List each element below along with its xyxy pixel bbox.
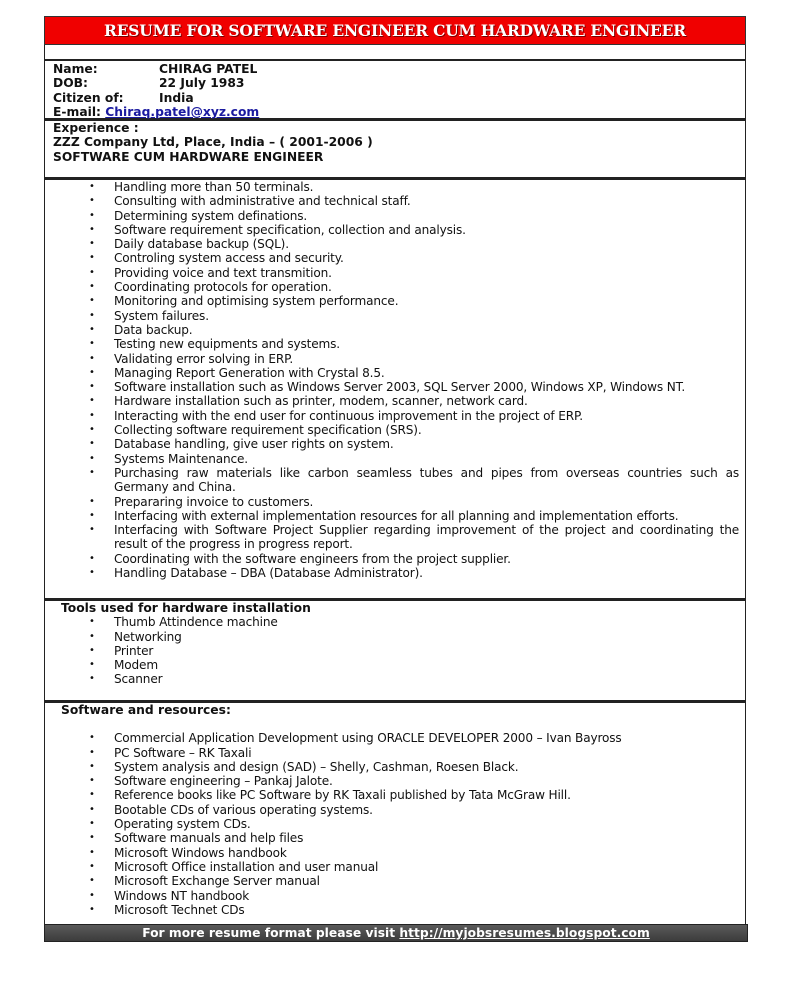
list-item — [45, 309, 745, 323]
list-item-text: Interacting with the end user for continuous improvement in the project of ERP. — [114, 408, 583, 423]
bullet-icon: • — [89, 903, 95, 915]
list-item-text: Modem — [114, 658, 158, 673]
bullet-icon: • — [89, 789, 95, 801]
duties-section — [44, 178, 746, 599]
spacer — [45, 717, 745, 731]
list-item — [45, 466, 745, 495]
bullet-icon: • — [89, 746, 95, 758]
list-item — [45, 323, 745, 337]
list-item — [45, 251, 745, 265]
software-heading: Software and resources: — [61, 703, 231, 717]
spacer-row — [44, 45, 746, 59]
list-item-text: System failures. — [114, 308, 209, 323]
list-item — [45, 566, 745, 580]
list-item-text: Windows NT handbook — [114, 888, 250, 903]
list-item — [45, 523, 745, 552]
list-item — [45, 452, 745, 466]
tools-heading: Tools used for hardware installation — [61, 601, 311, 615]
list-item-text: Printer — [114, 643, 154, 658]
bullet-icon: • — [89, 616, 95, 628]
list-item — [45, 294, 745, 308]
list-item — [45, 366, 745, 380]
bullet-icon: • — [89, 673, 95, 685]
list-item-text: Microsoft Office installation and user manual — [114, 859, 379, 874]
footer-bar — [44, 924, 748, 942]
list-item — [45, 394, 745, 408]
list-item — [45, 889, 745, 903]
bullet-icon: • — [89, 223, 95, 235]
bullet-icon: • — [89, 238, 95, 250]
list-item-text: Scanner — [114, 672, 163, 687]
list-item — [45, 337, 745, 351]
bullet-icon: • — [89, 209, 95, 221]
list-item — [45, 672, 745, 686]
dob-value: 22 July 1983 — [159, 76, 245, 91]
list-item — [45, 409, 745, 423]
list-item — [45, 817, 745, 831]
list-item-text: Reference books like PC Software by RK Taxali published by Tata McGraw Hill. — [114, 788, 571, 803]
bullet-icon: • — [89, 409, 95, 421]
list-item-text: Handling more than 50 terminals. — [114, 180, 314, 194]
resume-document — [44, 16, 746, 930]
list-item-text: Daily database backup (SQL). — [114, 237, 289, 252]
list-item — [45, 423, 745, 437]
list-item-text: Prepararing invoice to customers. — [114, 494, 314, 509]
list-item-text: Database handling, give user rights on system. — [114, 437, 394, 452]
list-item — [45, 194, 745, 208]
role-title: SOFTWARE CUM HARDWARE ENGINEER — [53, 149, 324, 164]
experience-section — [44, 119, 746, 178]
bullet-icon: • — [89, 567, 95, 579]
name-value: CHIRAG PATEL — [159, 62, 258, 76]
list-item-text: Interfacing with external implementation resources for all planning and implementation efforts. — [114, 508, 679, 523]
bullet-icon: • — [89, 524, 95, 536]
bullet-icon: • — [89, 889, 95, 901]
list-item — [45, 495, 745, 509]
citizen-label: Citizen of: — [53, 90, 124, 105]
list-item — [45, 630, 745, 644]
bullet-icon: • — [89, 395, 95, 407]
bullet-icon: • — [89, 366, 95, 378]
list-item — [45, 831, 745, 845]
list-item-text: Hardware installation such as printer, modem, scanner, network card. — [114, 394, 528, 409]
bullet-icon: • — [89, 732, 95, 744]
list-item-text: Thumb Attindence machine — [114, 615, 278, 630]
footer-text — [142, 926, 650, 940]
list-item — [45, 803, 745, 817]
bullet-icon: • — [89, 495, 95, 507]
list-item-text: Microsoft Technet CDs — [114, 902, 245, 917]
list-item-text: Interfacing with Software Project Supplier regarding improvement of the project and coordinating the result of the progress in progress report. — [114, 523, 739, 552]
list-item — [45, 209, 745, 223]
bullet-icon: • — [89, 338, 95, 350]
list-item — [45, 380, 745, 394]
duties-list — [45, 180, 745, 580]
list-item — [45, 903, 745, 917]
list-item-text: Systems Maintenance. — [114, 451, 248, 466]
bullet-icon: • — [89, 438, 95, 450]
list-item-text: Consulting with administrative and technical staff. — [114, 194, 411, 209]
bullet-icon: • — [89, 760, 95, 772]
list-item — [45, 846, 745, 860]
dob-row — [53, 76, 745, 90]
bullet-icon: • — [89, 281, 95, 293]
bullet-icon: • — [89, 818, 95, 830]
bullet-icon: • — [89, 352, 95, 364]
bullet-icon: • — [89, 195, 95, 207]
list-item-text: Software manuals and help files — [114, 831, 304, 846]
software-list — [45, 731, 745, 917]
name-row — [53, 62, 745, 76]
bullet-icon: • — [89, 846, 95, 858]
footer-link[interactable]: http://myjobsresumes.blogspot.com — [399, 926, 650, 940]
experience-heading: Experience : — [53, 121, 139, 135]
list-item-text: Coordinating with the software engineers from the project supplier. — [114, 551, 511, 566]
list-item-text: Data backup. — [114, 322, 193, 337]
list-item — [45, 237, 745, 251]
name-label: Name: — [53, 62, 98, 76]
dob-label: DOB: — [53, 76, 88, 91]
list-item — [45, 180, 745, 194]
list-item-text: Purchasing raw materials like carbon seamless tubes and pipes from overseas countries such as Germany and China. — [114, 465, 739, 495]
bullet-icon: • — [89, 466, 95, 478]
bullet-icon: • — [89, 803, 95, 815]
list-item — [45, 552, 745, 566]
bullet-icon: • — [89, 452, 95, 464]
list-item — [45, 280, 745, 294]
bullet-icon: • — [89, 552, 95, 564]
list-item-text: Managing Report Generation with Crystal 8.5. — [114, 365, 385, 380]
citizen-row — [53, 91, 745, 105]
list-item-text: Microsoft Exchange Server manual — [114, 874, 320, 889]
list-item-text: Validating error solving in ERP. — [114, 351, 294, 366]
resume-title: RESUME FOR SOFTWARE ENGINEER CUM HARDWARE ENGINEER — [104, 21, 686, 40]
list-item — [45, 509, 745, 523]
list-item-text: Collecting software requirement specification (SRS). — [114, 423, 422, 438]
list-item-text: Operating system CDs. — [114, 817, 251, 832]
list-item — [45, 774, 745, 788]
tools-list — [45, 615, 745, 686]
personal-details-section — [44, 59, 746, 119]
bullet-icon: • — [89, 323, 95, 335]
list-item-text: Coordinating protocols for operation. — [114, 280, 332, 295]
list-item — [45, 352, 745, 366]
list-item-text: Handling Database – DBA (Database Administrator). — [114, 566, 423, 581]
list-item — [45, 223, 745, 237]
bullet-icon: • — [89, 875, 95, 887]
list-item-text: Software installation such as Windows Server 2003, SQL Server 2000, Windows XP, Windows NT. — [114, 380, 686, 395]
list-item — [45, 658, 745, 672]
bullet-icon: • — [89, 309, 95, 321]
bullet-icon: • — [89, 630, 95, 642]
email-link[interactable]: Chiraq.patel@xyz.com — [105, 104, 260, 119]
list-item — [45, 788, 745, 802]
list-item-text: Testing new equipments and systems. — [114, 337, 341, 352]
list-item-text: Determining system definations. — [114, 208, 308, 223]
tools-section — [44, 599, 746, 701]
bullet-icon: • — [89, 659, 95, 671]
bullet-icon: • — [89, 181, 95, 192]
bullet-icon: • — [89, 644, 95, 656]
list-item-text: Microsoft Windows handbook — [114, 845, 287, 860]
bullet-icon: • — [89, 266, 95, 278]
bullet-icon: • — [89, 775, 95, 787]
bullet-icon: • — [89, 381, 95, 393]
list-item — [45, 874, 745, 888]
list-item-text: System analysis and design (SAD) – Shelly, Cashman, Roesen Black. — [114, 759, 519, 774]
list-item-text: Monitoring and optimising system performance. — [114, 294, 399, 309]
list-item-text: Bootable CDs of various operating systems. — [114, 802, 373, 817]
bullet-icon: • — [89, 832, 95, 844]
list-item-text: Commercial Application Development using ORACLE DEVELOPER 2000 – Ivan Bayross — [114, 731, 622, 746]
email-label: E-mail: — [53, 104, 101, 119]
list-item — [45, 437, 745, 451]
bullet-icon: • — [89, 424, 95, 436]
list-item-text: Providing voice and text transmition. — [114, 265, 332, 280]
bullet-icon: • — [89, 252, 95, 264]
title-banner — [44, 16, 746, 45]
bullet-icon: • — [89, 860, 95, 872]
list-item-text: Software engineering – Pankaj Jalote. — [114, 774, 333, 789]
list-item-text: Software requirement specification, collection and analysis. — [114, 222, 466, 237]
list-item — [45, 615, 745, 629]
list-item — [45, 731, 745, 745]
list-item — [45, 644, 745, 658]
footer-prefix: For more resume format please visit — [142, 926, 400, 940]
list-item-text: PC Software – RK Taxali — [114, 745, 252, 760]
list-item-text: Networking — [114, 629, 182, 644]
list-item — [45, 760, 745, 774]
bullet-icon: • — [89, 295, 95, 307]
list-item — [45, 266, 745, 280]
email-row — [53, 105, 745, 119]
software-section — [44, 701, 746, 930]
company-line: ZZZ Company Ltd, Place, India – ( 2001-2006 ) — [53, 135, 373, 150]
list-item — [45, 746, 745, 760]
list-item-text: Controling system access and security. — [114, 251, 344, 266]
citizen-value: India — [159, 90, 194, 105]
bullet-icon: • — [89, 509, 95, 521]
list-item — [45, 860, 745, 874]
